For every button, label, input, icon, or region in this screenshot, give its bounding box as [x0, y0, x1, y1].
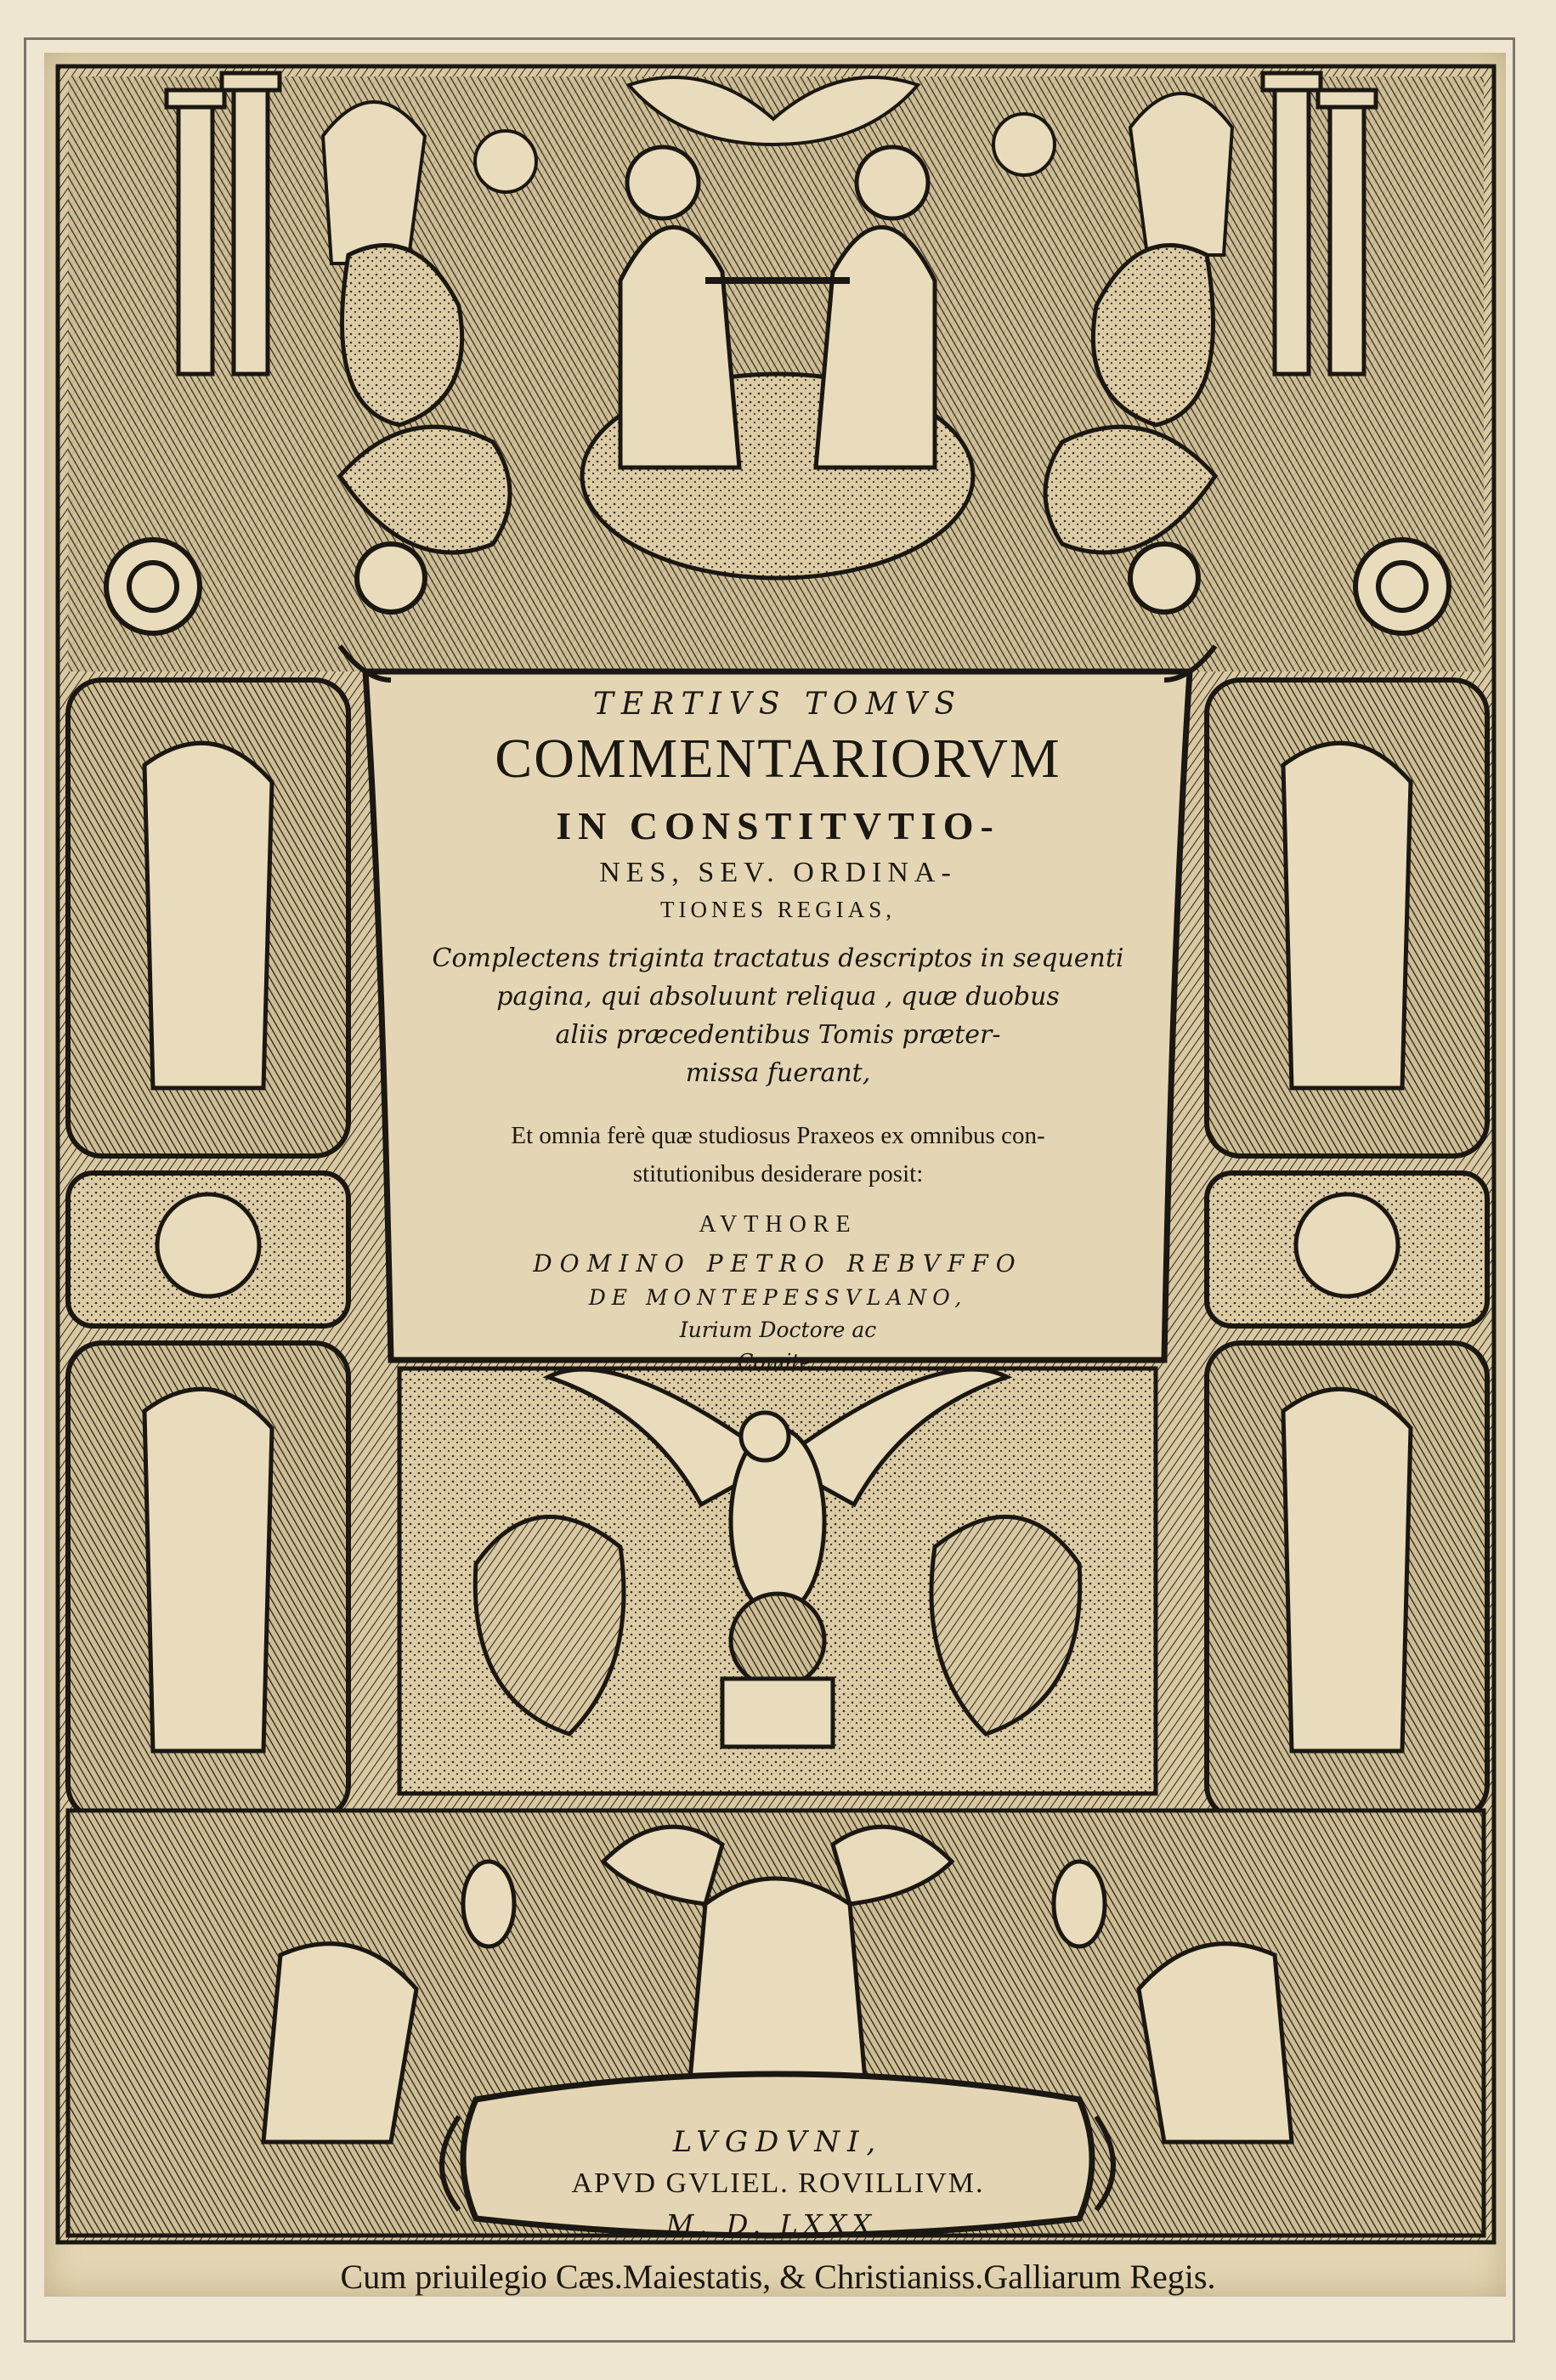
- author-degree: Iurium Doctore ac: [679, 1318, 877, 1342]
- page-title: COMMENTARIORVM: [495, 728, 1061, 790]
- description-line: aliis præcedentibus Tomis præter-: [555, 1020, 1001, 1050]
- description-line: Et omnia ferè quæ studiosus Praxeos ex omnibus con-: [511, 1122, 1045, 1149]
- volume-line: TERTIVS TOMVS: [592, 687, 964, 722]
- description-line: stitutionibus desiderare posit:: [632, 1160, 924, 1187]
- title-line-4: NES, SEV. ORDINA-: [599, 857, 957, 888]
- imprint-city: LVGDVNI,: [672, 2125, 884, 2159]
- author-title: Comite.: [738, 1350, 818, 1374]
- description-line: missa fuerant,: [685, 1058, 871, 1088]
- title-line-5: TIONES REGIAS,: [660, 897, 896, 922]
- author-name: DOMINO PETRO REBVFFO: [533, 1250, 1023, 1278]
- privilege-line: Cum priuilegio Cæs.Maiestatis, & Christianiss.Galliarum Regis.: [340, 2258, 1216, 2296]
- author-label: AVTHORE: [699, 1211, 857, 1238]
- top-scene: [68, 73, 1484, 672]
- description-line: pagina, qui absoluunt reliqua , quæ duobus: [496, 982, 1060, 1012]
- imprint-printer: APVD GVLIEL. ROVILLIVM.: [571, 2168, 985, 2199]
- imprint-year: M. D. LXXX.: [665, 2208, 891, 2241]
- description-line: Complectens triginta tractatus descriptos in sequenti: [432, 944, 1124, 973]
- author-origin: DE MONTEPESSVLANO,: [588, 1285, 968, 1310]
- eagle-section: [399, 1368, 1156, 1794]
- title-line-3: IN CONSTITVTIO-: [556, 804, 1000, 847]
